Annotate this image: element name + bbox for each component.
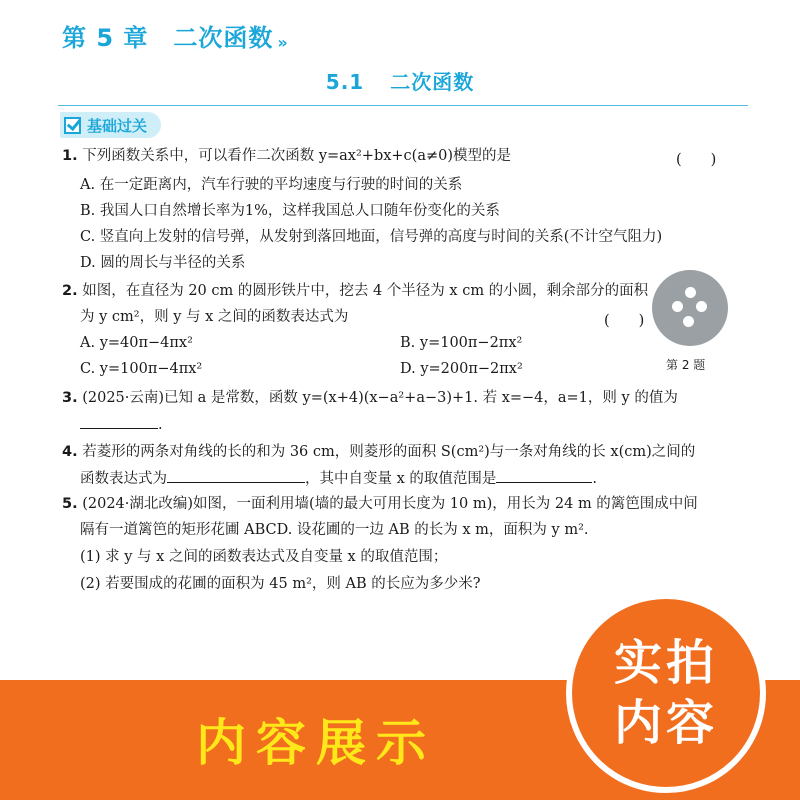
question-4-text-c: .	[592, 471, 598, 487]
chapter-title-text: 第 5 章 二次函数	[62, 24, 274, 52]
question-5-sub2: (2) 若要围成的花圃的面积为 45 m²，则 AB 的长应为多少米?	[80, 576, 481, 592]
question-2-option-b: B. y=100π−2πx²	[400, 335, 523, 351]
question-2-number: 2.	[62, 283, 78, 299]
question-1-text: 下列函数关系中，可以看作二次函数 y=ax²+bx+c(a≠0)模型的是	[82, 148, 512, 164]
question-2-stem-line1	[62, 281, 648, 301]
question-2-text-1: 如图，在直径为 20 cm 的圆形铁片中，挖去 4 个半径为 x cm 的小圆，剩余部分的面积	[82, 283, 649, 299]
question-4-text: 若菱形的两条对角线的长的和为 36 cm，则菱形的面积 S(cm²)与一条对角线的长 x(cm)之间的	[82, 444, 696, 460]
small-hole	[685, 287, 696, 298]
answer-blank[interactable]	[80, 414, 158, 429]
small-hole	[683, 316, 694, 327]
section-number: 5.1	[325, 70, 365, 94]
promo-stamp	[566, 593, 766, 793]
question-1-option-a: A. 在一定距离内，汽车行驶的平均速度与行驶的时间的关系	[80, 177, 463, 193]
question-1-option-b: B. 我国人口自然增长率为1%，这样我国总人口随年份变化的关系	[80, 203, 500, 219]
question-3-line2	[80, 414, 163, 435]
question-4-text-a: 函数表达式为	[80, 471, 167, 487]
question-1-stem	[62, 146, 511, 166]
small-hole	[696, 301, 707, 312]
section-tag	[60, 112, 161, 138]
answer-blank[interactable]	[167, 468, 305, 483]
section-title-text: 二次函数	[390, 70, 475, 94]
question-3-text: (2025·云南)已知 a 是常数，函数 y=(x+4)(x−a²+a−3)+1. 若 x=−4，a=1，则 y 的值为	[82, 390, 678, 406]
section-tag-label: 基础过关	[87, 116, 148, 135]
question-3-period: .	[158, 417, 163, 433]
section-title	[0, 66, 800, 95]
question-3-line1	[62, 388, 678, 408]
figure-caption: 第 2 题	[666, 358, 706, 372]
question-4-text-b: ，其中自变量 x 的取值范围是	[305, 471, 497, 487]
question-2-answer-paren: ( )	[604, 313, 645, 329]
question-5-line2: 隔有一道篱笆的矩形花圃 ABCD. 设花圃的一边 AB 的长为 x m，面积为 y m².	[80, 522, 589, 538]
header-divider	[58, 105, 748, 106]
question-2-option-a: A. y=40π−4πx²	[80, 335, 193, 351]
question-4-line1	[62, 442, 695, 462]
promo-stamp-line1: 实拍	[613, 635, 718, 691]
question-3-number: 3.	[62, 390, 78, 406]
question-1-number: 1.	[62, 148, 78, 164]
question-1-answer-paren: ( )	[676, 152, 717, 168]
question-2-option-d: D. y=200π−2πx²	[400, 361, 523, 377]
small-hole	[672, 301, 683, 312]
question-4-number: 4.	[62, 444, 78, 460]
question-2-stem-line2: 为 y cm²，则 y 与 x 之间的函数表达式为	[80, 309, 349, 325]
question-5-sub1: (1) 求 y 与 x 之间的函数表达式及自变量 x 的取值范围；	[80, 549, 448, 565]
checkbox-icon	[64, 117, 81, 134]
question-1-option-d: D. 圆的周长与半径的关系	[80, 255, 246, 271]
answer-blank[interactable]	[496, 468, 592, 483]
question-2-option-c: C. y=100π−4πx²	[80, 361, 203, 377]
question-5-number: 5.	[62, 496, 78, 512]
double-chevron-icon: »	[277, 33, 289, 52]
question-4-line2	[80, 468, 597, 489]
chapter-title	[62, 18, 289, 53]
question-1-option-c: C. 竖直向上发射的信号弹，从发射到落回地面，信号弹的高度与时间的关系(不计空气阻力)	[80, 229, 663, 245]
question-5-line1	[62, 494, 698, 514]
circle-with-holes-figure	[652, 270, 728, 346]
question-5-text: (2024·湖北改编)如图，一面利用墙(墙的最大可用长度为 10 m)，用长为 24 m 的篱笆围成中间	[82, 496, 698, 512]
promo-stamp-line2: 内容	[613, 695, 718, 751]
promo-banner-text: 内容展示	[196, 714, 436, 772]
